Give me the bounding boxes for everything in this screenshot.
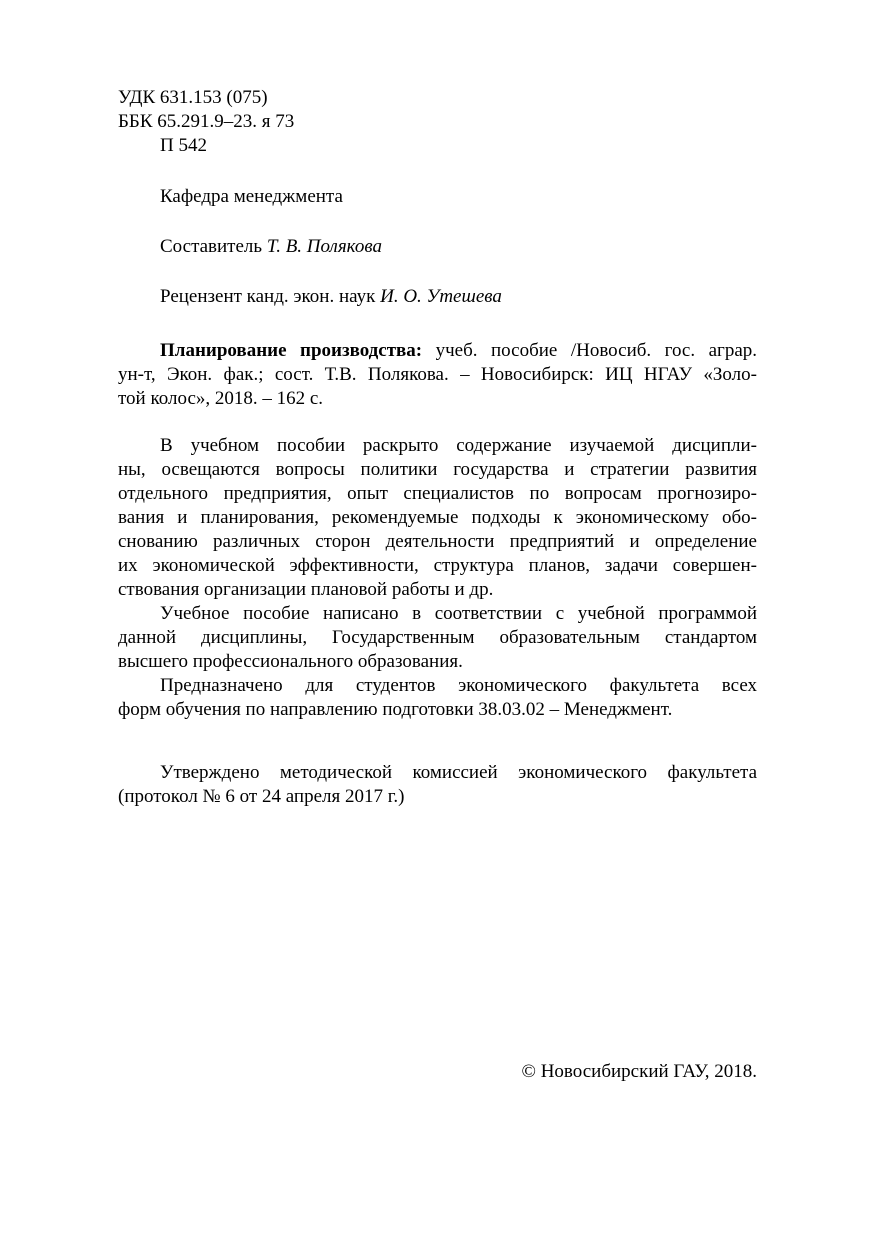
abstract-p3-line: Предназначено для студентов экономического факультета всех <box>160 675 757 696</box>
bibliographic-line-1 <box>160 339 757 363</box>
approval-line: (протокол № 6 от 24 апреля 2017 г.) <box>118 786 405 807</box>
abstract-p2-line: данной дисциплины, Государственным образовательным стандартом <box>118 627 757 648</box>
department: Кафедра менеджмента <box>160 186 343 207</box>
bibliographic-text: учеб. пособие /Новосиб. гос. аграр. <box>435 340 757 361</box>
bibliographic-line-2: ун-т, Экон. фак.; сост. Т.В. Полякова. – Новосибирск: ИЦ НГАУ «Золо- <box>118 364 757 385</box>
compiler-name: Т. В. Полякова <box>266 236 382 257</box>
reviewer-label: Рецензент канд. экон. наук <box>160 286 376 307</box>
reviewer-line <box>160 285 502 309</box>
bibliographic-line-3: той колос», 2018. – 162 с. <box>118 388 324 409</box>
abstract-p1-line: ны, освещаются вопросы политики государства и стратегии развития <box>118 459 757 480</box>
reviewer-name: И. О. Утешева <box>380 286 502 307</box>
abstract-p1-line: их экономической эффективности, структура планов, задачи совершен- <box>118 555 757 576</box>
compiler-line <box>160 235 382 259</box>
compiler-label: Составитель <box>160 236 263 257</box>
book-title: Планирование производства: <box>160 340 423 361</box>
abstract-p1-line: отдельного предприятия, опыт специалистов по вопросам прогнозиро- <box>118 483 757 504</box>
abstract-p2-line: Учебное пособие написано в соответствии с учебной программой <box>160 603 757 624</box>
author-mark: П 542 <box>160 135 207 156</box>
bbk-code: ББК 65.291.9–23. я 73 <box>118 111 295 132</box>
copyright: © Новосибирский ГАУ, 2018. <box>521 1061 757 1082</box>
abstract-p1-line: вания и планирования, рекомендуемые подходы к экономическому обо- <box>118 507 757 528</box>
abstract-p1-line: ствования организации плановой работы и др. <box>118 579 494 600</box>
approval-line: Утверждено методической комиссией экономического факультета <box>160 762 757 783</box>
abstract-p2-line: высшего профессионального образования. <box>118 651 463 672</box>
udk-code: УДК 631.153 (075) <box>118 87 268 108</box>
abstract-p1-line: снованию различных сторон деятельности предприятий и определение <box>118 531 757 552</box>
abstract-p3-line: форм обучения по направлению подготовки 38.03.02 – Менеджмент. <box>118 699 673 720</box>
abstract-p1-line: В учебном пособии раскрыто содержание изучаемой дисципли- <box>160 435 757 456</box>
